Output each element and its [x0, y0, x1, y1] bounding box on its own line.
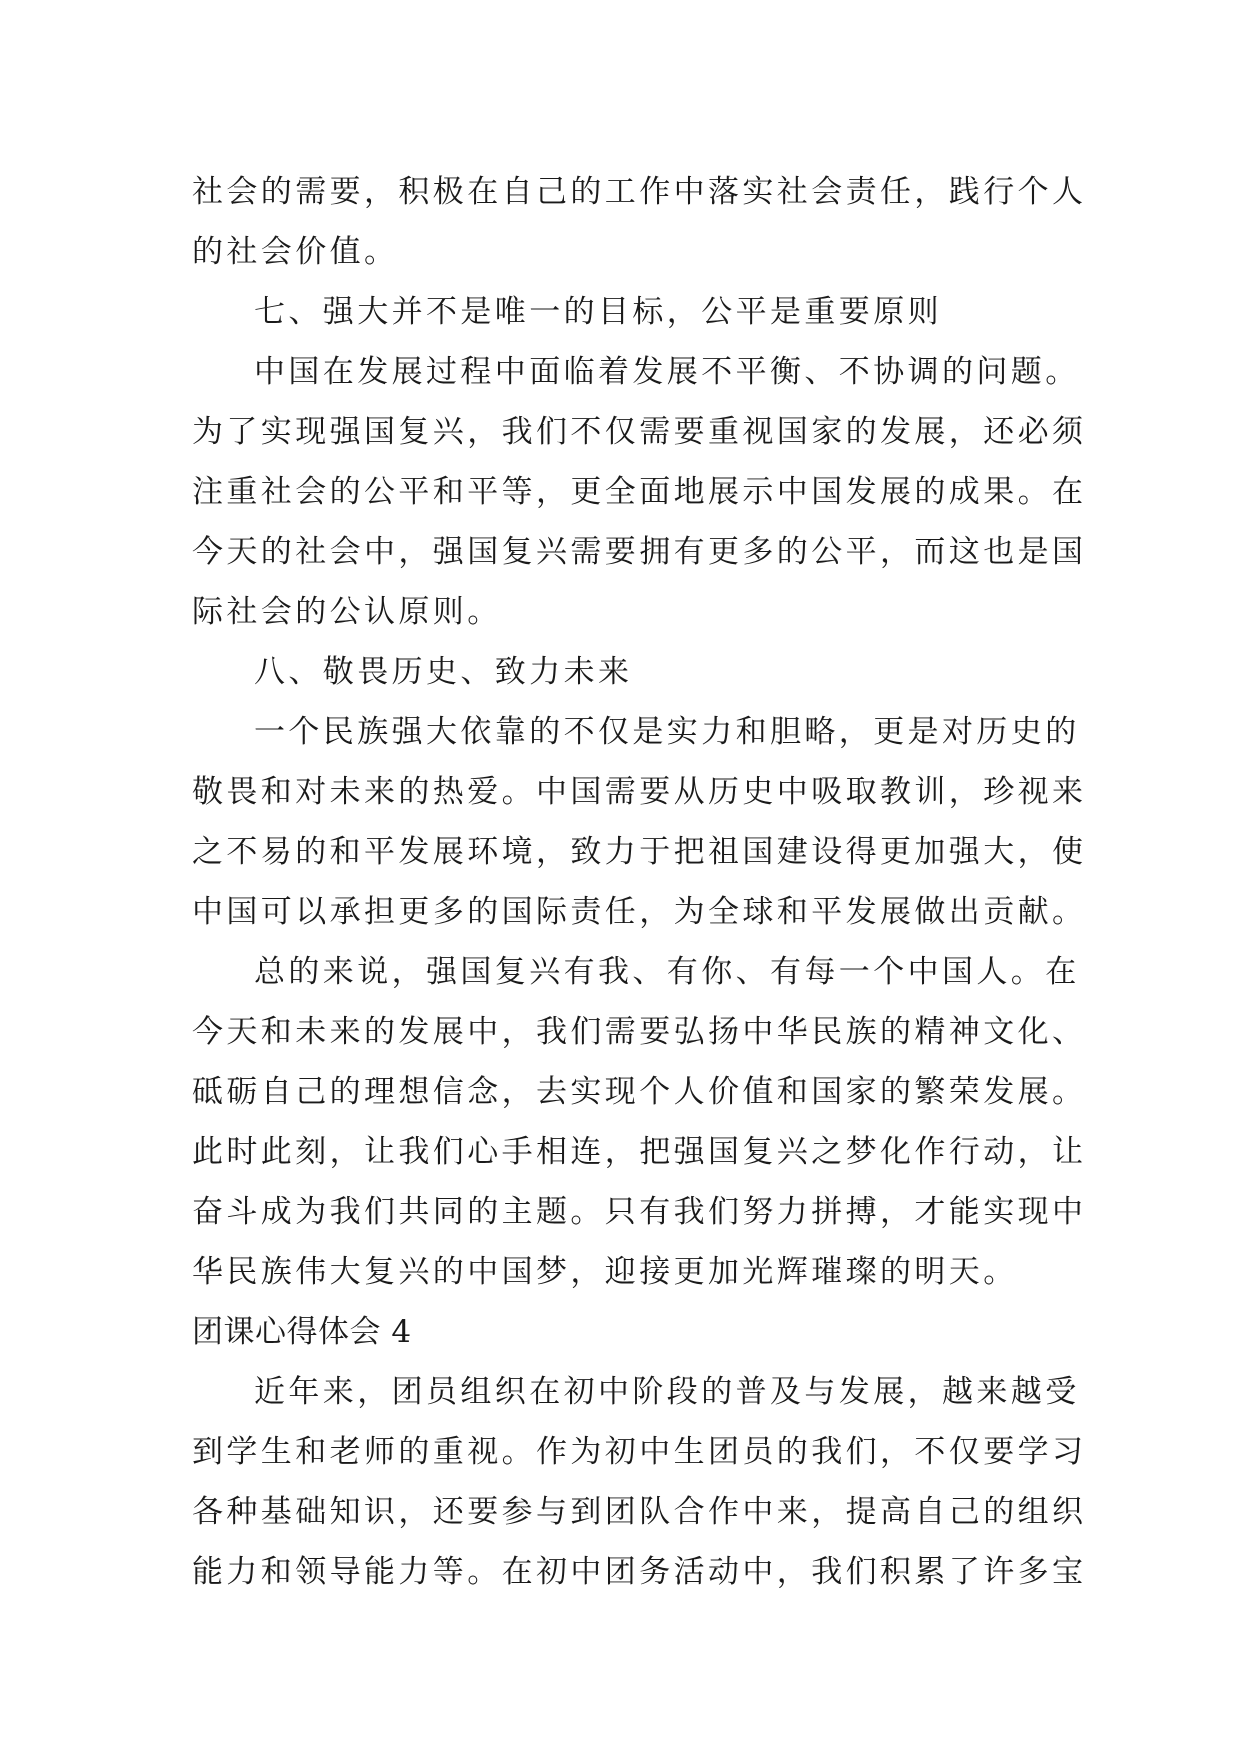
text-line: 今天和未来的发展中，我们需要弘扬中华民族的精神文化、: [192, 1014, 1087, 1050]
text-line: 注重社会的公平和平等，更全面地展示中国发展的成果。在: [192, 474, 1087, 510]
text-line: 总的来说，强国复兴有我、有你、有每一个中国人。在: [254, 954, 1080, 990]
text-line: 为了实现强国复兴，我们不仅需要重视国家的发展，还必须: [192, 414, 1087, 450]
document-body: [192, 162, 1087, 1602]
text-line: 奋斗成为我们共同的主题。只有我们努力拼搏，才能实现中: [192, 1194, 1087, 1230]
text-line: 各种基础知识，还要参与到团队合作中来，提高自己的组织: [192, 1494, 1087, 1530]
text-line: 今天的社会中，强国复兴需要拥有更多的公平，而这也是国: [192, 534, 1087, 570]
text-line: 近年来，团员组织在初中阶段的普及与发展，越来越受: [254, 1374, 1080, 1410]
text-line: 砥砺自己的理想信念，去实现个人价值和国家的繁荣发展。: [192, 1074, 1087, 1110]
text-line: 中国在发展过程中面临着发展不平衡、不协调的问题。: [254, 354, 1080, 390]
text-line: 的社会价值。: [192, 234, 399, 270]
text-line: 一个民族强大依靠的不仅是实力和胆略，更是对历史的: [254, 714, 1080, 750]
text-line: 社会的需要，积极在自己的工作中落实社会责任，践行个人: [192, 174, 1087, 210]
text-line: 此时此刻，让我们心手相连，把强国复兴之梦化作行动，让: [192, 1134, 1087, 1170]
text-line: 到学生和老师的重视。作为初中生团员的我们，不仅要学习: [192, 1434, 1087, 1470]
section-heading: 七、强大并不是唯一的目标，公平是重要原则: [254, 294, 942, 330]
text-line: 能力和领导能力等。在初中团务活动中，我们积累了许多宝: [192, 1554, 1087, 1590]
text-line: 中国可以承担更多的国际责任，为全球和平发展做出贡献。: [192, 894, 1087, 930]
text-line: 际社会的公认原则。: [192, 594, 502, 630]
text-line: 敬畏和对未来的热爱。中国需要从历史中吸取教训，珍视来: [192, 774, 1087, 810]
text-line: 华民族伟大复兴的中国梦，迎接更加光辉璀璨的明天。: [192, 1254, 1018, 1290]
section-heading: 八、敬畏历史、致力未来: [254, 654, 633, 690]
text-line: 之不易的和平发展环境，致力于把祖国建设得更加强大，使: [192, 834, 1087, 870]
document-heading: 团课心得体会 4: [192, 1314, 412, 1350]
